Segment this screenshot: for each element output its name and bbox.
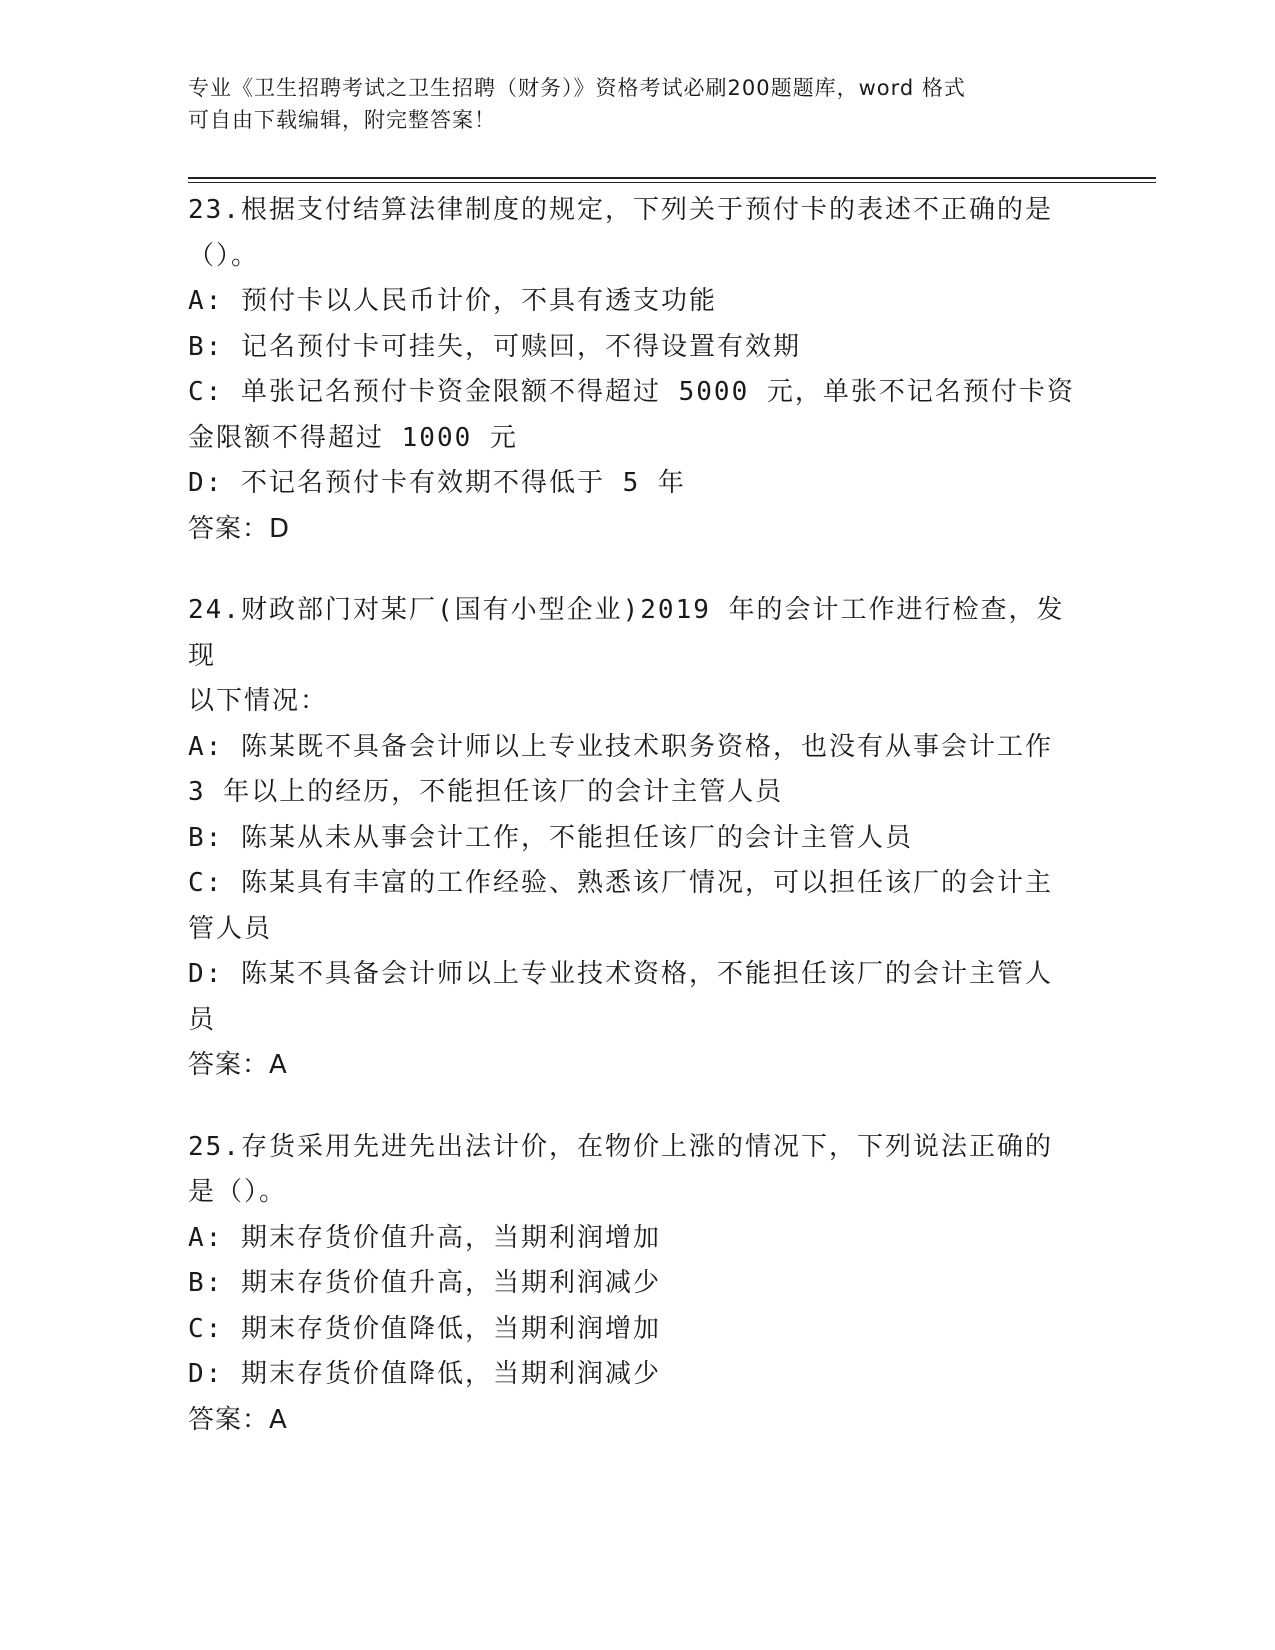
- header-line-1: 专业《卫生招聘考试之卫生招聘（财务）》资格考试必刷200题题库，word 格式: [188, 76, 966, 100]
- question-stem-line: 24.财政部门对某厂(国有小型企业)2019 年的会计工作进行检查，发现: [188, 595, 1065, 671]
- option-b: B: 陈某从未从事会计工作，不能担任该厂的会计主管人员: [188, 822, 913, 853]
- option-a: A: 期末存货价值升高，当期利润增加: [188, 1222, 661, 1253]
- option-c: C: 单张记名预付卡资金限额不得超过 5000 元，单张不记名预付卡资: [188, 377, 1075, 407]
- question-25: [188, 1125, 1088, 1444]
- header-divider-thin: [188, 182, 1156, 183]
- option-b: B: 记名预付卡可挂失，可赎回，不得设置有效期: [188, 331, 801, 362]
- header-line-2: 可自由下载编辑，附完整答案！: [188, 108, 496, 132]
- option-d: D: 期末存货价值降低，当期利润减少: [188, 1359, 661, 1389]
- question-24: [188, 588, 1088, 1089]
- question-stem-line: 23.根据支付结算法律制度的规定，下列关于预付卡的表述不正确的是: [188, 195, 1053, 225]
- question-stem-line: 以下情况：: [188, 686, 329, 716]
- option-c: C: 期末存货价值降低，当期利润增加: [188, 1313, 661, 1344]
- option-c: C: 陈某具有丰富的工作经验、熟悉该厂情况，可以担任该厂的会计主: [188, 868, 1053, 898]
- option-a: A: 陈某既不具备会计师以上专业技术职务资格，也没有从事会计工作: [188, 731, 1053, 762]
- option-c-continued: 金限额不得超过 1000 元: [188, 422, 518, 453]
- question-23: [188, 188, 1088, 552]
- answer-label: 答案：A: [188, 1404, 288, 1435]
- document-header: [188, 72, 1068, 136]
- question-stem-line: 25.存货采用先进先出法计价，在物价上涨的情况下，下列说法正确的: [188, 1131, 1053, 1162]
- option-c-continued: 管人员: [188, 913, 273, 944]
- option-a-continued: 3 年以上的经历，不能担任该厂的会计主管人员: [188, 777, 784, 807]
- option-a: A: 预付卡以人民币计价，不具有透支功能: [188, 286, 717, 316]
- answer-label: 答案：D: [188, 513, 291, 544]
- question-list: [188, 188, 1088, 1479]
- question-stem-line: 是（）。: [188, 1177, 288, 1207]
- option-d: D: 不记名预付卡有效期不得低于 5 年: [188, 468, 686, 498]
- option-d-continued: 员: [188, 1004, 217, 1035]
- option-b: B: 期末存货价值升高，当期利润减少: [188, 1268, 661, 1298]
- header-divider-thick: [188, 177, 1156, 179]
- option-d: D: 陈某不具备会计师以上专业技术资格，不能担任该厂的会计主管人: [188, 959, 1053, 989]
- answer-label: 答案：A: [188, 1050, 288, 1080]
- question-stem-line: （）。: [188, 240, 260, 271]
